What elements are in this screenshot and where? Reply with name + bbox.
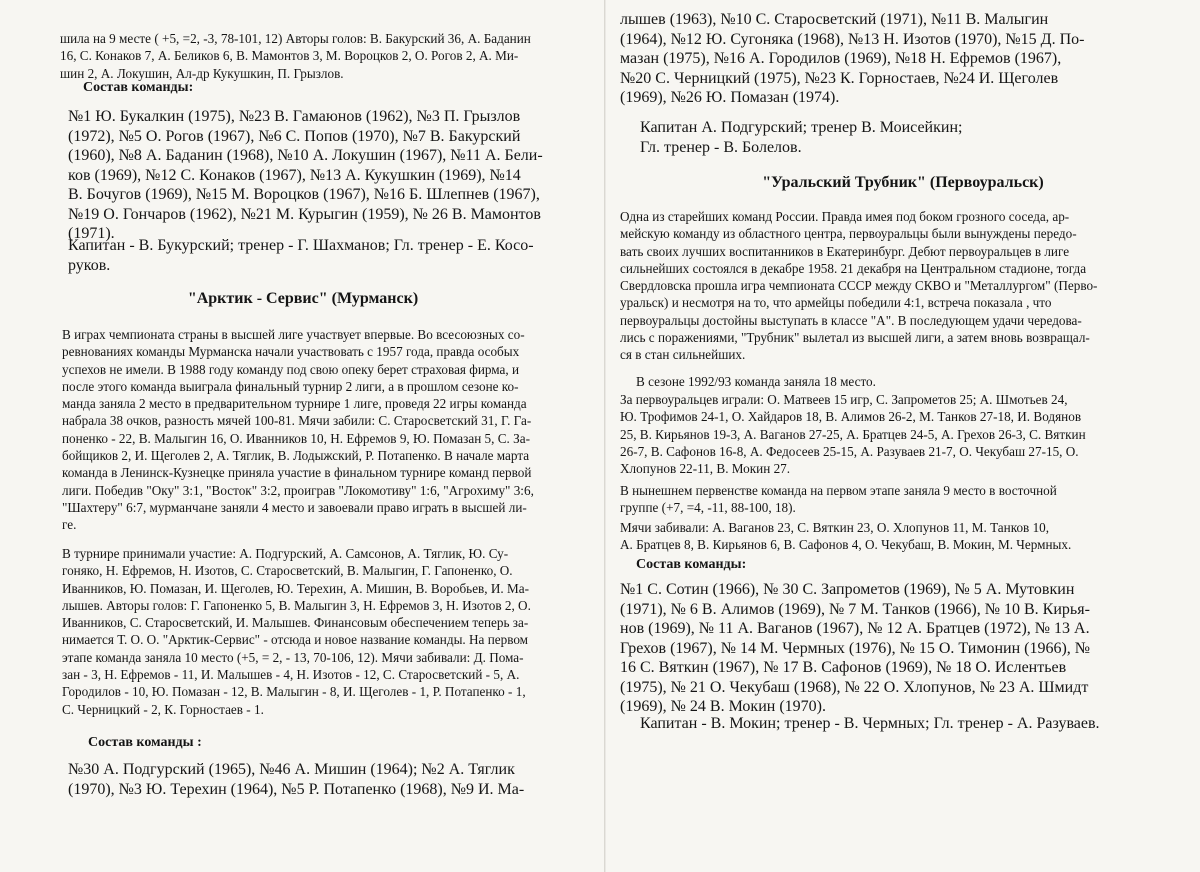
roster-heading: Состав команды: xyxy=(636,557,747,572)
team-season: В сезоне 1992/93 команда заняла 18 место. xyxy=(636,374,876,389)
top-paragraph: шила на 9 месте ( +5, =2, -3, 78-101, 12) Авторы голов: В. Бакурский 36, А. Баданин 16, С. Конаков 7, А. Беликов 6, В. Мамонтов 3, М. Вороцков 2, О. Рогов 2, А. Ми- шин 2, А. Локушин, Ал-др Кукушкин, П. Грызлов. xyxy=(60,31,531,81)
roster-heading: Состав команды: xyxy=(83,80,194,95)
team-history: Одна из старейших команд России. Правда имея под боком грозного соседа, ар- мейскую команду из областного центра, первоуральцы были вынуждены передо- вать своих лучших воспитанников в Екатеринбург. Дебют первоуральцев в лиге сильнейших состоялся в декабре 1958. 21 декабря на Центральном стадионе, тогда Свердловска прошла игра чемпионата СССР между СКВО и "Металлургом" (Перво- уральск) и несмотря на то, что армейцы победили 4:1, встреча показала , что первоуральцы достойны выступать в классе "А". В последующем удачи чередова- лись с поражениями, "Трубник" вылетал из высшей лиги, а затем вновь возвращал- ся в стан сильнейших. xyxy=(620,209,1098,363)
team-staff: Капитан - В. Мокин; тренер - В. Чермных; Гл. тренер - А. Разуваев. xyxy=(640,715,1100,732)
team-roster: лышев (1963), №10 С. Старосветский (1971), №11 В. Малыгин (1964), №12 Ю. Сугоняка (1968), №13 Н. Изотов (1970), №15 Д. По- мазан (1975), №16 А. Городилов (1969), №18 Н. Ефремов (1967), №20 С. Черницкий (1975), №23 К. Горностаев, №24 И. Щеголев (1969), №26 Ю. Помазан (1974). xyxy=(620,11,1085,106)
team-current-standing: В нынешнем первенстве команда на первом этапе заняла 9 место в восточной группе (+7, =4, -11, 88-100, 18). xyxy=(620,483,1057,516)
roster-heading: Состав команды : xyxy=(88,735,202,750)
team-participants: В турнире принимали участие: А. Подгурский, А. Самсонов, А. Тяглик, Ю. Су- гоняко, Н. Ефремов, Н. Изотов, С. Старосветский, В. Малыгин, Г. Гапоненко, О. Иванников, Ю. Помазан, И. Щеголев, Ю. Терехин, А. Мишин, В. Воробьев, И. Ма- лышев. Авторы голов: Г. Гапоненко 5, В. Малыгин 3, Н. Ефремов 3, Н. Изотов 2, О. Иванников, С. Старосветский, И. Малышев. Финансовым обеспечением теперь за- нимается Т. О. О. "Арктик-Сервис" - отсюда и новое название команды. На первом этапе команда заняла 10 место (+5, = 2, - 13, 70-106, 12). Мячи забивали: Д. Пома- зан - 3, Н. Ефремов - 11, И. Малышев - 4, Н. Изотов - 12, С. Старосветский - 5, А. Городилов - 10, Ю. Помазан - 12, В. Малыгин - 8, И. Щеголев - 1, Р. Потапенко - 1, С. Черницкий - 2, К. Горностаев - 1. xyxy=(62,546,531,717)
team-players: За первоуральцев играли: О. Матвеев 15 игр, С. Запрометов 25; А. Шмотьев 24, Ю. Трофимов 24-1, О. Хайдаров 18, В. Алимов 26-2, М. Танков 27-18, И. Водянов 25, В. Кирьянов 19-3, А. Ваганов 27-25, А. Братцев 24-5, А. Грехов 26-3, С. Вяткин 26-7, В. Сафонов 16-8, А. Федосеев 25-15, А. Разуваев 21-7, О. Чекубаш 27-15, О. Хлопунов 22-11, В. Мокин 27. xyxy=(620,392,1086,477)
team-roster: №30 А. Подгурский (1965), №46 А. Мишин (1964); №2 А. Тяглик (1970), №3 Ю. Терехин (1964), №5 Р. Потапенко (1968), №9 И. Ма- xyxy=(68,761,525,798)
team-history: В играх чемпионата страны в высшей лиге участвует впервые. Во всесоюзных со- ревнованиях команды Мурманска начали участвовать с 1957 года, правда особых успехов не имели. В 1988 году команду под свою опеку берет страховая фирма, и после этого команда выиграла финальный турнир 2 лиги, а в прошлом сезоне ко- манда заняла 2 место в предварительном турнире 1 лиге, проведя 22 игры команда набрала 38 очков, разность мячей 100-81. Мячи забили: С. Старосветский 31, Г. Га- поненко - 22, В. Малыгин 16, О. Иванников 10, Н. Ефремов 9, Ю. Помазан 5, С. За- бойщиков 2, И. Щеголев 2, А. Тяглик, В. Лодыжский, Р. Потапенко. В начале марта команда в Ленинск-Кузнецке приняла участие в финальном турнире команд первой лиги. Победив "Оку" 3:1, "Восток" 3:2, проиграв "Локомотиву" 1:6, "Агрохиму" 3:6, "Шахтеру" 6:7, мурманчане заняли 4 место и завоевали право играть в высшей ли- ге. xyxy=(62,327,534,533)
team-title: "Арктик - Сервис" (Мурманск) xyxy=(187,290,419,307)
team-roster: №1 Ю. Букалкин (1975), №23 В. Гамаюнов (1962), №3 П. Грызлов (1972), №5 О. Рогов (1967), №6 С. Попов (1970), №7 В. Бакурский (1960), №8 А. Баданин (1968), №10 А. Локушин (1967), №11 А. Бели- ков (1969), №12 С. Конаков (1967), №13 А. Кукушкин (1969), №14 В. Бочугов (1969), №15 М. Вороцков (1967), №16 Б. Шлепнев (1967), №19 О. Гончаров (1962), №21 М. Курыгин (1959), № 26 В. Мамонтов (1971). xyxy=(68,108,543,242)
right-page xyxy=(606,0,1200,872)
team-staff: Капитан - В. Букурский; тренер - Г. Шахманов; Гл. тренер - Е. Косо- руков. xyxy=(68,237,534,274)
team-scorers: Мячи забивали: А. Ваганов 23, С. Вяткин 23, О. Хлопунов 11, М. Танков 10, А. Братцев 8, В. Кирьянов 6, В. Сафонов 4, О. Чекубаш, В. Мокин, М. Чермных. xyxy=(620,520,1072,553)
team-staff: Капитан А. Подгурский; тренер В. Моисейкин; Гл. тренер - В. Болелов. xyxy=(640,119,963,156)
team-title: "Уральский Трубник" (Первоуральск) xyxy=(762,174,1044,191)
team-roster: №1 С. Сотин (1966), № 30 С. Запрометов (1969), № 5 А. Мутовкин (1971), № 6 В. Алимов (1969), № 7 М. Танков (1966), № 10 В. Кирья- нов (1969), № 11 А. Ваганов (1967), № 12 А. Братцев (1972), № 13 А. Грехов (1967), № 14 М. Чермных (1976), № 15 О. Тимонин (1966), № 16 С. Вяткин (1967), № 17 В. Сафонов (1969), № 18 О. Ислентьев (1975), № 21 О. Чекубаш (1968), № 22 О. Хлопунов, № 23 А. Шмидт (1969), № 24 В. Мокин (1970). xyxy=(620,581,1091,715)
